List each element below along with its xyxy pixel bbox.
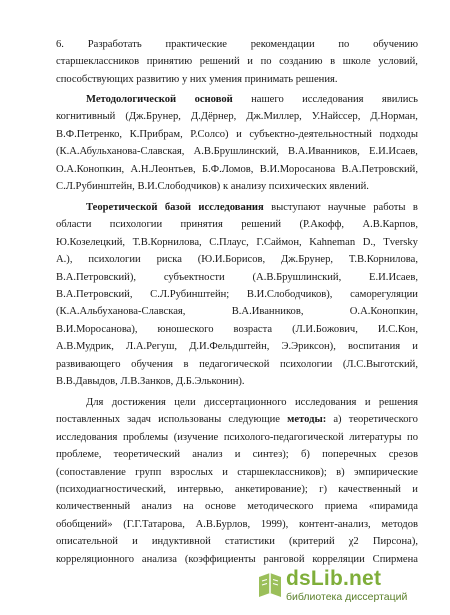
word: В.А.Петровский, (341, 163, 418, 175)
word: Д.Дёрнер, (190, 111, 237, 123)
word: по (338, 39, 350, 50)
bold-term: Теоретической (86, 202, 158, 213)
word: методов (381, 518, 418, 530)
text-line (56, 71, 418, 88)
text-line (56, 269, 418, 286)
word: Дж.Миллер, (246, 111, 302, 123)
word: 1999), (260, 518, 289, 530)
word: в) (336, 466, 345, 478)
word: и (234, 449, 241, 461)
word: (изучение (173, 431, 219, 443)
word: обучения (131, 358, 173, 370)
word: основе (204, 501, 236, 513)
word: решений (199, 56, 240, 68)
word: В.Ф.Петренко, (56, 128, 123, 140)
word: принятия (180, 219, 223, 231)
word: воспитания (347, 341, 401, 353)
paragraph-tasks-item-6 (56, 36, 418, 88)
text-line (56, 464, 418, 481)
text-line (56, 108, 418, 125)
word: субъектно-деятельностный (249, 128, 372, 140)
word: риска (156, 254, 182, 266)
word: (сопоставление (56, 466, 126, 478)
word: и (364, 397, 371, 408)
word: Г.Саймон, (256, 236, 302, 248)
word: проблеме, (56, 449, 102, 461)
word: поставленных (56, 414, 120, 426)
word: ранговой (263, 553, 305, 565)
word: Л.А.Регуш, (126, 341, 178, 353)
word: достижения (111, 397, 166, 408)
word: старшеклассников (56, 56, 140, 68)
word: Т.В.Корнилова, (132, 236, 202, 248)
word: индуктивной (151, 536, 211, 548)
word: Б.Ф.Ломов, (202, 163, 254, 175)
word: анализ (141, 501, 172, 513)
text-line (56, 161, 418, 178)
word: D., (362, 236, 376, 248)
word: литературы (349, 431, 402, 443)
text-line (56, 53, 418, 70)
word: обучению (373, 39, 418, 50)
word: поперечных (322, 449, 377, 461)
word: теоретического (348, 414, 418, 426)
word: нашего (251, 94, 284, 105)
word: следующие (228, 414, 280, 426)
word: групп (135, 466, 162, 478)
word: (К.А.Альбуханова-Славская, (56, 306, 186, 318)
word: Kahneman (309, 236, 356, 248)
word: по (260, 56, 272, 68)
text-line (56, 551, 418, 568)
word: подходы (379, 128, 418, 140)
word: Дж.Брунер, (281, 254, 334, 266)
word: психологии (109, 219, 163, 231)
word: A.), (56, 254, 73, 266)
word: О.А.Конопкин, (349, 306, 418, 318)
text-line (56, 394, 418, 411)
word: В.А.Петровский, (56, 288, 133, 300)
paragraph-methodological-basis (56, 91, 418, 195)
word: задач (127, 414, 151, 426)
word: когнитивный (56, 111, 116, 123)
word: корреляционного (56, 553, 135, 565)
word: В.И.Моросанова (259, 163, 336, 175)
word: созданию (279, 56, 323, 68)
word: (Р.Акофф, (299, 219, 345, 231)
word: синтез); (252, 449, 289, 461)
word: и (247, 56, 253, 68)
word: К.Прибрам, (129, 128, 183, 140)
text-line (56, 199, 418, 216)
word: статистики (224, 536, 275, 548)
word: (Ю.И.Борисов, (197, 254, 266, 266)
word: старшеклассников); (237, 466, 327, 478)
word: (Л.И.Божович, (292, 323, 358, 335)
word: срезов (388, 449, 418, 461)
word: области (56, 219, 92, 231)
word: и (412, 341, 418, 353)
word: диссертационного (204, 397, 287, 408)
text-line (56, 178, 418, 195)
word: г) (319, 483, 327, 495)
word: выступают (271, 202, 321, 213)
word: С.Плаус, (209, 236, 249, 248)
word: В.В.Давыдов, Л.В.Занков, Д.Б.Эльконин). (56, 375, 245, 387)
word: практические (165, 39, 227, 50)
text-line (56, 498, 418, 515)
word: взрослых (170, 466, 213, 478)
word: интервью, (177, 483, 224, 495)
word: психологии (279, 358, 333, 370)
word: качественный (338, 483, 401, 495)
word: принятию (146, 56, 193, 68)
word: возраста (233, 323, 273, 335)
text-line (56, 251, 418, 268)
word: (Дж.Брунер, (125, 111, 181, 123)
word: Р.Солсо) (190, 128, 229, 140)
word: анкетирование); (234, 483, 308, 495)
word: А.В.Брушлинский, (193, 146, 279, 158)
word: Д.И.Фельдштейн, (189, 341, 270, 353)
word: решений (241, 219, 282, 231)
word: и (236, 128, 242, 140)
word: цели (174, 397, 196, 408)
word: А.Н.Леонтьев, (130, 163, 196, 175)
text-line (56, 338, 418, 355)
word: (А.В.Брушлинский, (252, 271, 342, 283)
word: В.И.Моросанова), (56, 323, 138, 335)
text-line (56, 429, 418, 446)
word: решения (378, 397, 418, 408)
word: О.А.Конопкин, (56, 163, 125, 175)
word: контент-анализ, (298, 518, 371, 530)
word: и (412, 483, 418, 495)
word: явились (381, 94, 418, 105)
word: С.Л.Рубинштейн; (150, 288, 230, 300)
bold-term: основой (194, 94, 233, 105)
paragraph-theoretical-basis (56, 199, 418, 390)
text-line (56, 533, 418, 550)
word: психологии (88, 254, 141, 266)
word: способствующих развитию у них умения принимать решения. (56, 73, 338, 85)
word: И.С.Кон, (377, 323, 418, 335)
word: Е.И.Исаев, (369, 146, 418, 158)
word: б) (300, 449, 310, 461)
word: научные (327, 202, 366, 213)
word: Ю.Козелецкий, (56, 236, 126, 248)
text-line (56, 91, 418, 108)
word: и (222, 466, 228, 478)
word: Спирмена (372, 553, 418, 565)
word: А.В.Карпов, (362, 219, 418, 231)
word: обобщений» (56, 518, 113, 530)
word: психолого-педагогической (223, 431, 344, 443)
word: а) (333, 414, 342, 426)
word: педагогической (199, 358, 270, 370)
word: исследования (295, 397, 357, 408)
word: Т.В.Корнилова, (348, 254, 418, 266)
text-line (56, 36, 418, 53)
word: по (407, 431, 418, 443)
word: проблемы (122, 431, 169, 443)
word: количественный (56, 501, 131, 513)
word: Е.И.Исаев, (369, 271, 418, 283)
text-line (56, 303, 418, 320)
word: описательной (56, 536, 118, 548)
text-line (56, 411, 418, 428)
bold-term: методы: (287, 414, 327, 426)
word: субъектности (163, 271, 225, 283)
bold-term: базой (164, 202, 192, 213)
text-line (56, 446, 418, 463)
text-line (56, 481, 418, 498)
word: развивающего (56, 358, 121, 370)
word: У.Найссер, (311, 111, 361, 123)
text-line (56, 143, 418, 160)
word: Д.Норман, (370, 111, 418, 123)
word: А.В.Бурлов, (195, 518, 251, 530)
word: χ2 (348, 536, 359, 548)
word: (коэффициенты (184, 553, 256, 565)
text-line (56, 516, 418, 533)
text-line (56, 216, 418, 233)
word: Пирсона), (372, 536, 418, 548)
word: и (132, 536, 138, 548)
word: саморегуляции (350, 288, 418, 300)
word: работы (373, 202, 406, 213)
word: приема (324, 501, 358, 513)
text-line (56, 321, 418, 338)
word: (К.А.Абульханова-Славская, (56, 146, 185, 158)
word: анализ (192, 449, 223, 461)
word: школе (342, 56, 371, 68)
word: «пирамида (368, 501, 418, 513)
word: в (330, 56, 336, 68)
bold-term: исследования (198, 202, 264, 213)
word: эмпирические (353, 466, 418, 478)
word: (критерий (289, 536, 335, 548)
word: В.А.Иванников, (231, 306, 304, 318)
text-line (56, 286, 418, 303)
word: (Л.С.Выготский, (342, 358, 418, 370)
word: теоретический (113, 449, 181, 461)
word: В.А.Петровский), (56, 271, 137, 283)
word: анализа (141, 553, 177, 565)
word: рекомендации (250, 39, 315, 50)
word: Tversky (383, 236, 418, 248)
word: в (412, 202, 418, 213)
word: В.И.Слободчиков), (246, 288, 333, 300)
word: Для (86, 397, 104, 408)
word: методического (247, 501, 314, 513)
word: исследования (302, 94, 364, 105)
word: А.В.Мудрик, (56, 341, 114, 353)
word: исследования (56, 431, 118, 443)
word: корреляции (312, 553, 365, 565)
text-line (56, 356, 418, 373)
word: использованы (158, 414, 222, 426)
word: Э.Эриксон), (281, 341, 336, 353)
text-line (56, 373, 418, 390)
text-line (56, 126, 418, 143)
word: (психодиагностический, (56, 483, 166, 495)
word: Разработать (87, 39, 142, 50)
paragraph-research-methods (56, 394, 418, 568)
bold-term: Методологической (86, 94, 177, 105)
text-line (56, 234, 418, 251)
word: юношеского (157, 323, 214, 335)
book-logo-icon (256, 571, 284, 601)
word: С.Л.Рубинштейн, В.И.Слободчиков) к анализу психических явлений. (56, 180, 369, 192)
word: в (183, 358, 189, 370)
watermark-subtitle: библиотека диссертаций (286, 591, 408, 603)
word: 6. (56, 39, 64, 50)
word: (Г.Г.Татарова, (123, 518, 185, 530)
word: условий, (378, 56, 418, 68)
watermark-site: dsLib.net (286, 567, 382, 590)
watermark[interactable] (250, 567, 440, 607)
word: В.А.Иванников, (288, 146, 360, 158)
word: на (183, 501, 194, 513)
